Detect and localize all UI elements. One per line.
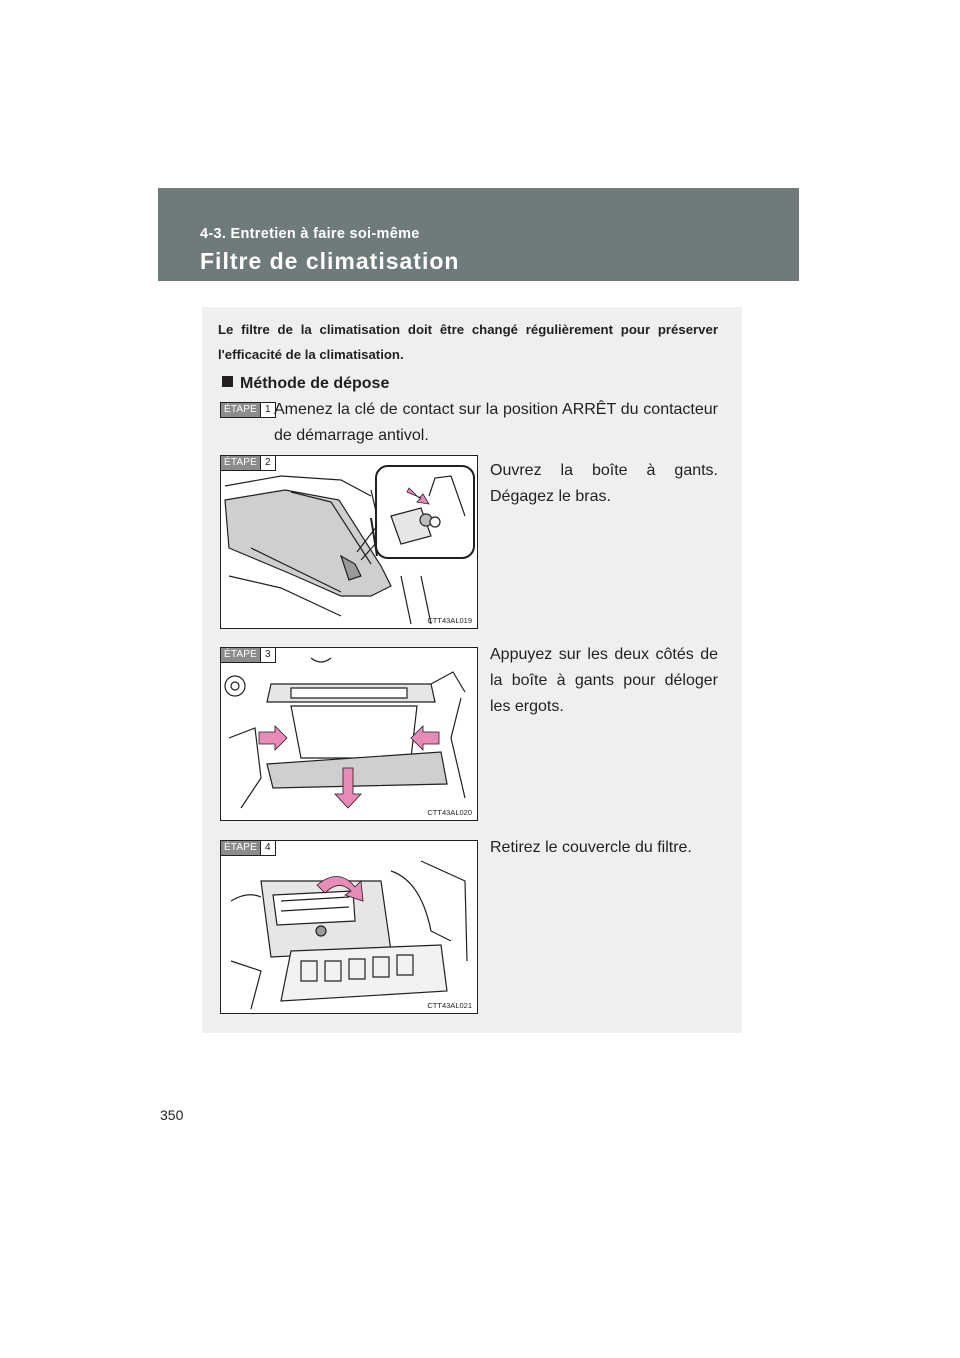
step-1-badge bbox=[220, 402, 276, 418]
method-heading-label: Méthode de dépose bbox=[240, 375, 390, 392]
chapter-header bbox=[158, 188, 799, 281]
step-3-text: Appuyez sur les deux côtés de la boîte à gants pour déloger les ergots. bbox=[490, 646, 718, 715]
step-4-text: Retirez le couvercle du filtre. bbox=[490, 839, 692, 856]
step-3-illustration bbox=[220, 647, 478, 821]
step-number: 1 bbox=[260, 403, 275, 417]
step-2-text: Ouvrez la boîte à gants. Dégagez le bras. bbox=[490, 462, 718, 505]
step-word: ÉTAPE bbox=[221, 403, 260, 417]
section-label: 4-3. Entretien à faire soi-même bbox=[200, 226, 420, 242]
figure-code: CTT43AL019 bbox=[427, 616, 472, 625]
step-2-badge bbox=[220, 455, 276, 471]
page-title: Filtre de climatisation bbox=[200, 248, 460, 274]
step-word: ÉTAPE bbox=[221, 456, 260, 470]
page-number: 350 bbox=[160, 1107, 184, 1123]
step-number: 3 bbox=[260, 648, 275, 662]
step-number: 2 bbox=[260, 456, 275, 470]
step-3-badge bbox=[220, 647, 276, 663]
step-1-text: Amenez la clé de contact sur la position ARRÊT du contacteur de démarrage antivol. bbox=[274, 401, 718, 444]
step-4-badge bbox=[220, 840, 276, 856]
figure-code: CTT43AL021 bbox=[427, 1001, 472, 1010]
glove-box-release-drawing bbox=[221, 648, 477, 820]
square-bullet-icon bbox=[222, 376, 233, 387]
glove-box-open-drawing bbox=[221, 456, 477, 628]
step-4-illustration bbox=[220, 840, 478, 1014]
intro-text: Le filtre de la climatisation doit être changé régulièrement pour préserver l'efficacité de la climatisation. bbox=[218, 322, 718, 362]
step-word: ÉTAPE bbox=[221, 841, 260, 855]
step-2-illustration bbox=[220, 455, 478, 629]
method-heading bbox=[222, 375, 389, 393]
content-panel bbox=[202, 307, 742, 1033]
figure-code: CTT43AL020 bbox=[427, 808, 472, 817]
step-word: ÉTAPE bbox=[221, 648, 260, 662]
filter-cover-drawing bbox=[221, 841, 477, 1013]
step-number: 4 bbox=[260, 841, 275, 855]
